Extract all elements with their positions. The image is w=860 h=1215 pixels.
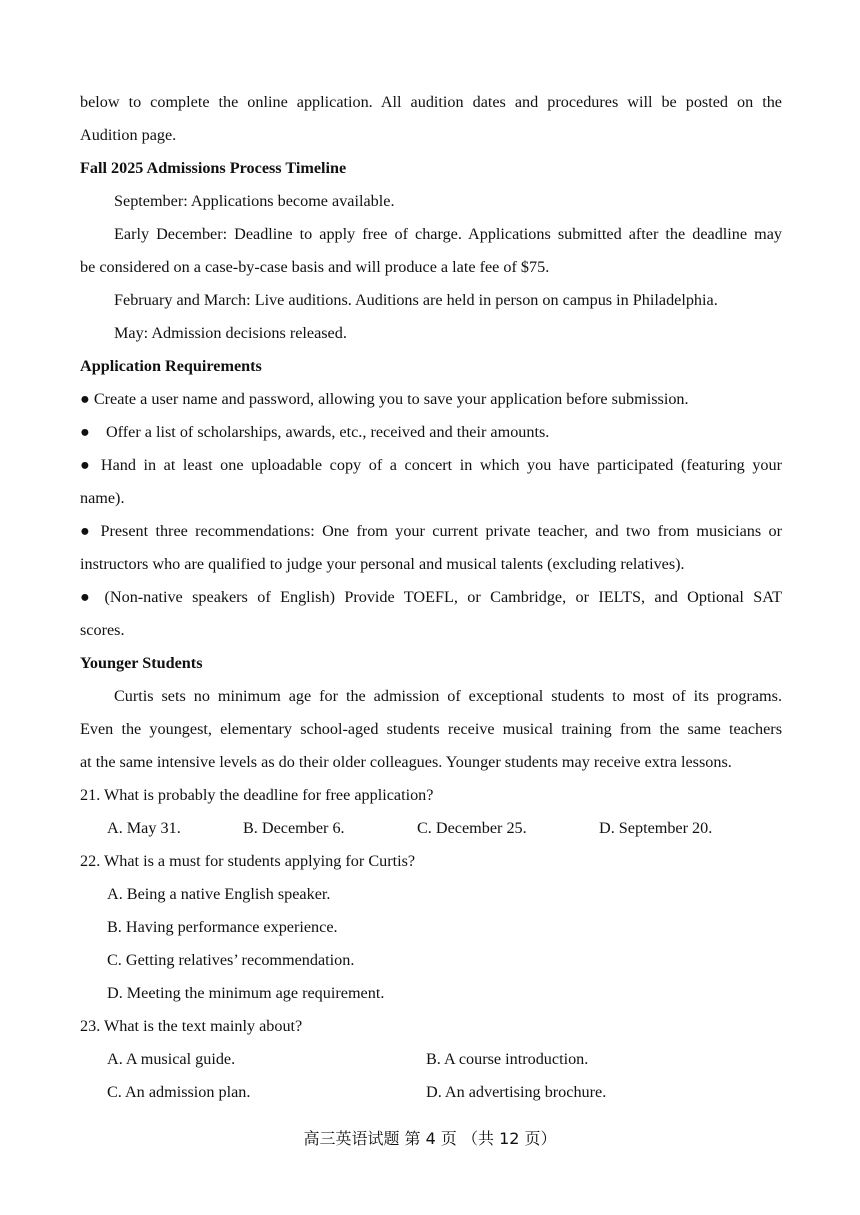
bullet: ● [80,423,90,441]
option-d: D. Meeting the minimum age requirement. [107,984,385,1002]
option-c: C. December 25. [417,819,527,837]
requirement-item-4-line-2: instructors who are qualified to judge your personal and musical talents (excluding relatives). [80,555,685,573]
requirement-item-5-line-1: ● (Non-native speakers of English) Provide TOEFL, or Cambridge, or IELTS, and Optional SAT [80,588,782,606]
question-23-options-row-1 [80,1043,782,1076]
page-footer: 高三英语试题 第 4 页 （共 12 页） [303,1129,557,1148]
timeline-september: September: Applications become available. [114,192,395,210]
requirement-item-2: ● Offer a list of scholarships, awards, etc., received and their amounts. [80,423,550,441]
timeline-december-line-2: be considered on a case-by-case basis and will produce a late fee of $75. [80,258,550,276]
option-d: D. An advertising brochure. [426,1083,607,1101]
bullet: ● [80,522,94,540]
younger-line-2: Even the youngest, elementary school-aged students receive musical training from the same teachers [80,720,782,738]
question-21-options [80,812,782,845]
requirement-item-5-line-2: scores. [80,621,125,639]
requirement-item-1: ● Create a user name and password, allowing you to save your application before submission. [80,390,689,408]
requirement-item-3-line-2: name). [80,489,125,507]
option-b: B. Having performance experience. [107,918,338,936]
timeline-december-line-1: Early December: Deadline to apply free of charge. Applications submitted after the deadline may [114,225,782,243]
option-a: A. Being a native English speaker. [107,885,331,903]
question-21-stem: 21. What is probably the deadline for free application? [80,786,434,804]
timeline-may: May: Admission decisions released. [114,324,347,342]
requirements-heading: Application Requirements [80,357,262,375]
option-c: C. Getting relatives’ recommendation. [107,951,355,969]
question-22-stem: 22. What is a must for students applying for Curtis? [80,852,416,870]
bullet: ● [80,456,94,474]
requirement-item-3-line-1: ● Hand in at least one uploadable copy of a concert in which you have participated (featuring your [80,456,783,474]
bullet: ● [80,390,90,408]
option-b: B. A course introduction. [426,1050,589,1068]
requirement-item-4-line-1: ● Present three recommendations: One from your current private teacher, and two from musicians or [80,522,782,540]
question-23-options-row-2 [80,1076,782,1109]
option-a: A. A musical guide. [107,1050,236,1068]
question-23-stem: 23. What is the text mainly about? [80,1017,303,1035]
intro-line-2: Audition page. [80,126,177,144]
page-body [80,86,782,1109]
timeline-feb-march: February and March: Live auditions. Auditions are held in person on campus in Philadelphia. [114,291,718,309]
option-c: C. An admission plan. [107,1083,251,1101]
younger-line-1: Curtis sets no minimum age for the admission of exceptional students to most of its programs. [114,687,782,705]
option-a: A. May 31. [107,819,181,837]
younger-line-3: at the same intensive levels as do their older colleagues. Younger students may receive extra lessons. [80,753,732,771]
younger-heading: Younger Students [80,654,203,672]
timeline-heading: Fall 2025 Admissions Process Timeline [80,159,347,177]
bullet: ● [80,588,96,606]
option-d: D. September 20. [599,819,713,837]
intro-line-1: below to complete the online application. All audition dates and procedures will be posted on the [80,93,782,111]
option-b: B. December 6. [243,819,345,837]
